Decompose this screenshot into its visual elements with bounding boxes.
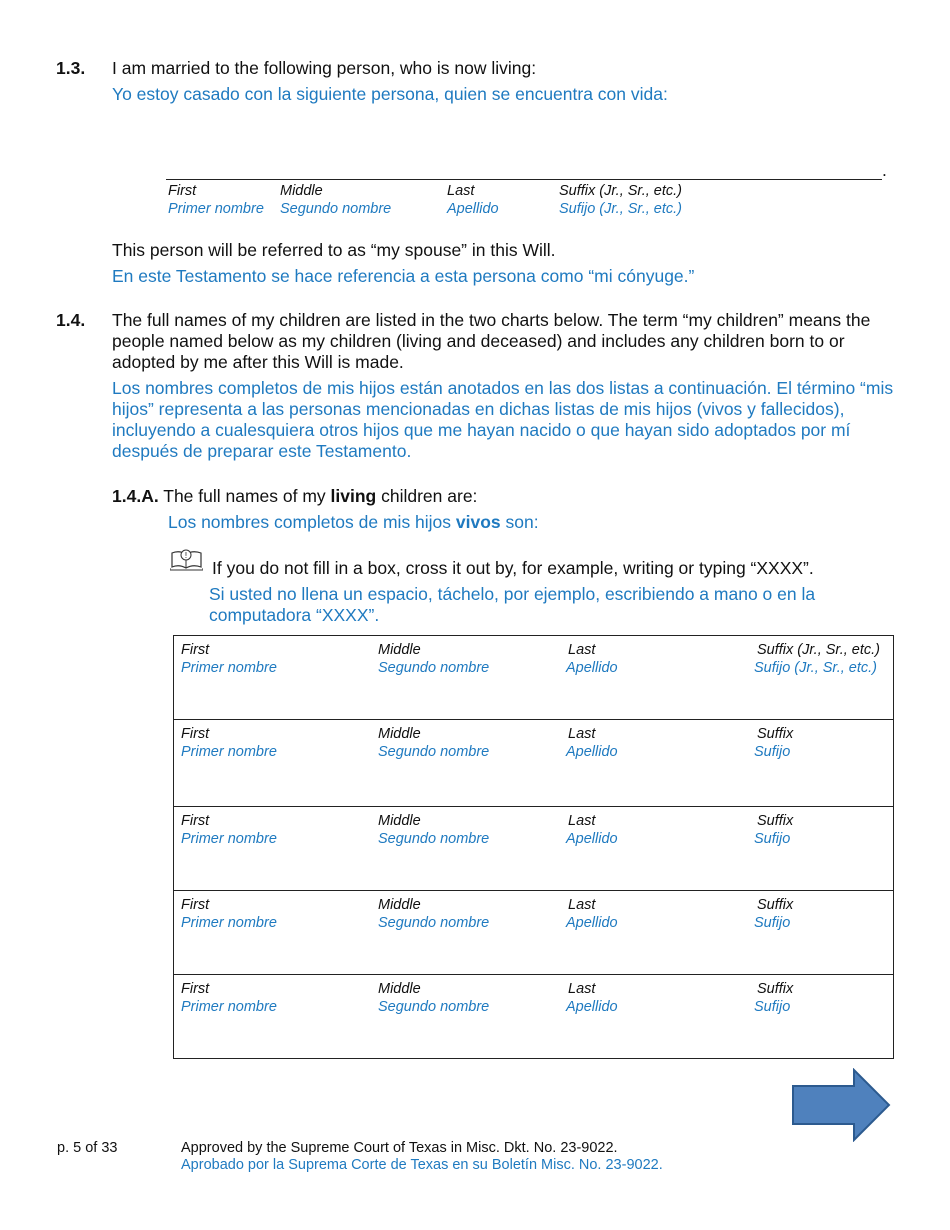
child-last-name-field[interactable]: Last Apellido <box>566 642 618 676</box>
footer-approval-text-es: Aprobado por la Suprema Corte de Texas en su Boletín Misc. No. 23-9022. <box>181 1157 663 1173</box>
spouse-reference-text: This person will be referred to as “my spouse” in this Will. <box>112 240 556 260</box>
child-middle-name-field[interactable]: Middle Segundo nombre <box>378 726 490 760</box>
spouse-label-last: Last Apellido <box>447 183 499 217</box>
table-row[interactable] <box>174 891 894 975</box>
svg-text:!: ! <box>184 551 188 560</box>
child-middle-name-field[interactable]: Middle Segundo nombre <box>378 897 490 931</box>
child-suffix-field[interactable]: Suffix Sufijo <box>754 813 794 847</box>
table-row[interactable] <box>174 720 894 807</box>
child-suffix-field[interactable]: Suffix Sufijo <box>754 726 794 760</box>
child-first-name-field[interactable]: First Primer nombre <box>181 981 277 1015</box>
section-1-3-text: I am married to the following person, who is now living: <box>112 58 537 78</box>
section-1-4-a-heading-es: Los nombres completos de mis hijos vivos son: <box>168 512 539 532</box>
page-number: p. 5 of 33 <box>57 1140 118 1156</box>
child-first-name-field[interactable]: First Primer nombre <box>181 726 277 760</box>
child-first-name-field[interactable]: First Primer nombre <box>181 813 277 847</box>
next-page-arrow-icon[interactable] <box>791 1068 891 1142</box>
child-first-name-field[interactable]: First Primer nombre <box>181 897 277 931</box>
child-middle-name-field[interactable]: Middle Segundo nombre <box>378 813 490 847</box>
book-info-icon <box>170 548 203 572</box>
section-1-4-a-heading: 1.4.A. The full names of my living children are: <box>112 486 478 506</box>
section-1-4-text-es: Los nombres completos de mis hijos están anotados en las dos listas a continuación. El término “mis hijos” representa a las personas mencionadas en dichas listas de mis hijos (vivos y fallecidos), incluyendo a cualesquiera otros hijos que me hayan nacido o que hayan sido adoptados por mí después de preparar este Testamento. <box>112 378 894 461</box>
spouse-label-first: First Primer nombre <box>168 183 264 217</box>
spouse-label-suffix: Suffix (Jr., Sr., etc.) Sufijo (Jr., Sr., etc.) <box>559 183 683 217</box>
child-middle-name-field[interactable]: Middle Segundo nombre <box>378 981 490 1015</box>
section-number-1-4-a: 1.4.A. <box>112 486 159 506</box>
child-first-name-field[interactable]: First Primer nombre <box>181 642 277 676</box>
child-middle-name-field[interactable]: Middle Segundo nombre <box>378 642 490 676</box>
living-children-table <box>173 635 894 1059</box>
table-row[interactable] <box>174 636 894 720</box>
child-last-name-field[interactable]: Last Apellido <box>566 726 618 760</box>
child-suffix-field[interactable]: Suffix Sufijo <box>754 897 794 931</box>
child-suffix-field[interactable]: Suffix Sufijo <box>754 981 794 1015</box>
child-suffix-field[interactable]: Suffix (Jr., Sr., etc.) Sufijo (Jr., Sr., etc.) <box>754 642 880 676</box>
footer-approval-text: Approved by the Supreme Court of Texas in Misc. Dkt. No. 23-9022. <box>181 1140 618 1156</box>
section-1-3-text-es: Yo estoy casado con la siguiente persona, quien se encuentra con vida: <box>112 84 668 104</box>
spouse-label-middle: Middle Segundo nombre <box>280 183 392 217</box>
child-last-name-field[interactable]: Last Apellido <box>566 981 618 1015</box>
child-last-name-field[interactable]: Last Apellido <box>566 813 618 847</box>
tip-text-es: Si usted no llena un espacio, táchelo, por ejemplo, escribiendo a mano o en la computadora “XXXX”. <box>209 584 816 625</box>
section-number-1-3: 1.3. <box>56 58 86 78</box>
section-number-1-4: 1.4. <box>56 310 86 330</box>
section-1-4-text: The full names of my children are listed in the two charts below. The term “my children” means the people named below as my children (living and deceased) and includes any children born to or adopted by me after this Will is made. <box>112 310 871 372</box>
child-last-name-field[interactable]: Last Apellido <box>566 897 618 931</box>
table-row[interactable] <box>174 975 894 1059</box>
spouse-reference-text-es: En este Testamento se hace referencia a esta persona como “mi cónyuge.” <box>112 266 695 286</box>
table-row[interactable] <box>174 807 894 891</box>
tip-text: If you do not fill in a box, cross it out by, for example, writing or typing “XXXX”. <box>212 558 814 578</box>
spouse-line-period: . <box>882 160 887 180</box>
spouse-name-line[interactable] <box>166 179 882 180</box>
